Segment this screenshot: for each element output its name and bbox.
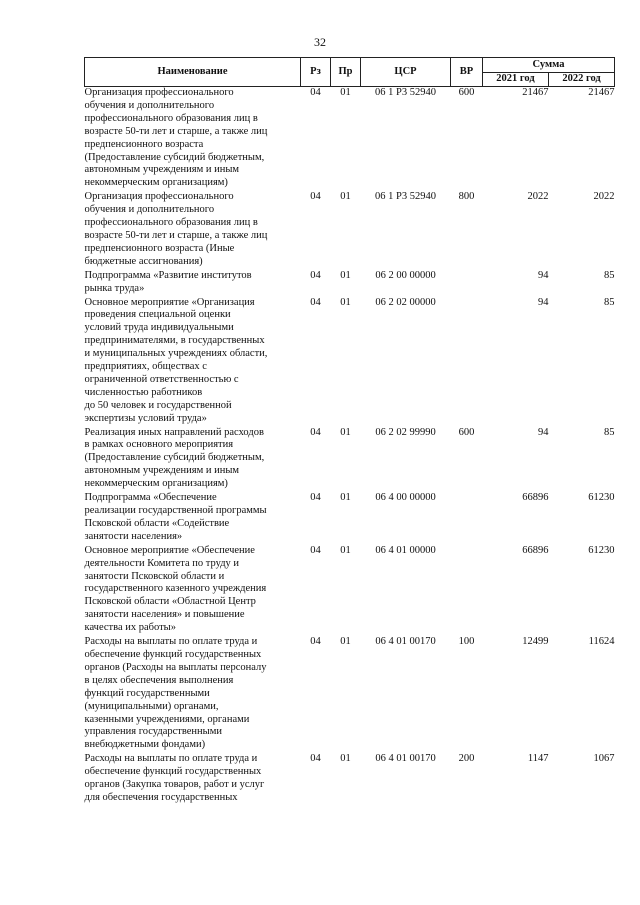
row-sum-2022: 85 (604, 269, 615, 281)
row-rz: 04 (310, 492, 321, 504)
row-name: Расходы на выплаты по оплате труда и обеспечение функций государственных органов (Расходы на выплаты персоналу в целях обеспечения выполнения функций государственными (муниципальными) органами, казенными учреждениями, органами управления государственными внебюджетными фондами) (84, 636, 267, 751)
row-pr: 01 (340, 753, 351, 765)
row-csr: 06 2 02 99990 (375, 426, 436, 438)
row-vr: 800 (458, 191, 475, 203)
row-vr: 600 (458, 426, 475, 438)
row-pr: 01 (340, 426, 351, 438)
row-name: Основное мероприятие «Организация проведения специальной оценки условий труда индивидуальными предпринимателями, в государственных и муниципальных учреждениях области, предприятиях, обществах с ограниченной ответственностью с численностью работников до 50 человек и государственной экспертизы условий труда» (84, 296, 268, 424)
row-pr: 01 (340, 269, 351, 281)
row-name: Расходы на выплаты по оплате труда и обеспечение функций государственных органов (Закупка товаров, работ и услуг для обеспечения государственных (84, 753, 265, 803)
header-name: Наименование (85, 58, 301, 87)
row-vr (451, 545, 483, 636)
row-sum-2022: 61230 (588, 492, 615, 504)
table-header (85, 58, 615, 87)
row-vr (451, 492, 483, 545)
row-sum-2021: 21467 (522, 87, 549, 98)
row-sum-2022: 21467 (588, 87, 615, 98)
row-pr: 01 (340, 544, 351, 556)
row-csr: 06 2 00 00000 (375, 269, 436, 281)
table-row (85, 492, 615, 545)
row-name: Подпрограмма «Развитие институтов рынка труда» (84, 269, 252, 294)
header-pr: Пр (331, 58, 361, 87)
header-vr: ВР (451, 58, 483, 87)
row-sum-2021: 66896 (522, 544, 549, 556)
row-sum-2021: 1147 (527, 753, 549, 765)
row-name: Основное мероприятие «Обеспечение деятельности Комитета по труду и занятости Псковской области и государственного казенного учреждения Псковской области «Областной Центр занятости населения» и повышение качества их работы» (84, 544, 267, 634)
header-year-2021: 2021 год (483, 72, 549, 87)
row-vr: 600 (458, 87, 475, 98)
row-sum-2021: 66896 (522, 492, 549, 504)
row-sum-2021: 94 (538, 426, 549, 438)
row-rz: 04 (310, 426, 321, 438)
header-year-2022: 2022 год (549, 72, 615, 87)
row-csr: 06 1 P3 52940 (375, 87, 436, 98)
table-row (85, 191, 615, 269)
row-csr: 06 4 01 00000 (375, 544, 436, 556)
row-sum-2021: 2022 (527, 191, 549, 203)
row-sum-2022: 2022 (593, 191, 615, 203)
row-name: Реализация иных направлений расходов в рамках основного мероприятия (Предоставление субсидий бюджетным, автономным учреждениям и иным некоммерческим организациям) (84, 426, 265, 490)
budget-table (84, 57, 615, 806)
row-rz: 04 (310, 636, 321, 648)
table-row (85, 636, 615, 753)
row-vr: 200 (458, 753, 475, 765)
header-sum: Сумма (483, 58, 615, 73)
row-name: Подпрограмма «Обеспечение реализации государственной программы Псковской области «Содействие занятости населения» (84, 492, 267, 542)
table-row (85, 545, 615, 636)
row-name: Организация профессионального обучения и дополнительного профессионального образования лиц в возрасте 50-ти лет и старше, а также лиц предпенсионного возраста (Иные бюджетные ассигнования) (84, 191, 268, 267)
row-csr: 06 1 P3 52940 (375, 191, 436, 203)
row-pr: 01 (340, 191, 351, 203)
row-sum-2021: 12499 (522, 636, 549, 648)
row-sum-2022: 11624 (588, 636, 615, 648)
row-name: Организация профессионального обучения и дополнительного профессионального образования лиц в возрасте 50-ти лет и старше, а также лиц предпенсионного возраста (Предоставление субсидий бюджетным, автономным учреждениям и иным некоммерческим организациям) (84, 87, 268, 189)
row-rz: 04 (310, 191, 321, 203)
table-row (85, 427, 615, 493)
row-sum-2022: 61230 (588, 544, 615, 556)
row-csr: 06 4 00 00000 (375, 492, 436, 504)
row-sum-2022: 85 (604, 426, 615, 438)
row-sum-2021: 94 (538, 269, 549, 281)
row-vr (451, 297, 483, 427)
row-csr: 06 4 01 00170 (375, 753, 436, 765)
table-row (85, 87, 615, 192)
table-row (85, 753, 615, 806)
row-csr: 06 2 02 00000 (375, 296, 436, 308)
row-rz: 04 (310, 753, 321, 765)
table-row (85, 270, 615, 297)
row-rz: 04 (310, 296, 321, 308)
header-rz: Рз (301, 58, 331, 87)
row-pr: 01 (340, 492, 351, 504)
row-sum-2022: 1067 (593, 753, 615, 765)
table-body (85, 87, 615, 806)
row-csr: 06 4 01 00170 (375, 636, 436, 648)
row-sum-2021: 94 (538, 296, 549, 308)
row-rz: 04 (310, 87, 321, 98)
row-pr: 01 (340, 636, 351, 648)
page-number: 32 (314, 35, 326, 49)
row-vr (451, 270, 483, 297)
row-pr: 01 (340, 87, 351, 98)
row-vr: 100 (458, 636, 475, 648)
row-rz: 04 (310, 544, 321, 556)
row-pr: 01 (340, 296, 351, 308)
header-csr: ЦСР (361, 58, 451, 87)
table-row (85, 297, 615, 427)
row-sum-2022: 85 (604, 296, 615, 308)
row-rz: 04 (310, 269, 321, 281)
